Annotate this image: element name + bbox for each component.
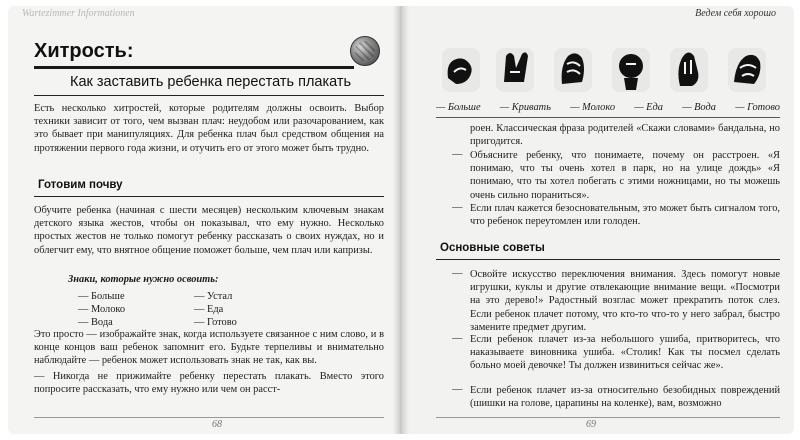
never-paragraph: — Никогда не прижимайте ребенку перестать плакать. Вместо этого попросите рассказать, что ему нужно или чем он расст- — [34, 371, 384, 396]
right-page — [400, 6, 794, 434]
hand-signs-captions — [436, 102, 780, 113]
footer-rule — [436, 417, 780, 418]
page-number-left: 68 — [212, 419, 222, 430]
sign-caption: — Готово — [735, 102, 780, 113]
subtitle-rule — [34, 95, 384, 96]
book-gutter — [393, 6, 409, 434]
signs-list-title: Знаки, которые нужно освоить: — [68, 274, 219, 285]
bump-paragraph: Если ребенок плачет из-за небольшого ушиба, притворитесь, что наказываете виновника ушиба. «Столик! Как ты посмел сделать больно моей девочке! Ты должен извиниться сейчас же». — [470, 334, 780, 372]
sign-item: — Вода — [78, 317, 113, 328]
hand-done-icon — [726, 42, 768, 98]
section-rule — [34, 196, 384, 197]
patterned-ball-icon — [350, 36, 380, 66]
hand-water-icon — [668, 42, 710, 98]
tired-paragraph: Если плач кажется безосновательным, это может быть сигналом того, что ребенок переутомлен или голоден. — [470, 203, 780, 228]
bullet-dash: — — [452, 333, 463, 344]
sign-item: — Молоко — [78, 304, 126, 315]
section-heading-tips: Основные советы — [440, 242, 545, 254]
sign-item: — Больше — [78, 291, 125, 302]
section-rule — [436, 259, 780, 260]
sign-item: — Устал — [194, 291, 233, 302]
sign-item: — Готово — [194, 317, 237, 328]
intro-paragraph: Есть несколько хитростей, которые родителям должны освоить. Выбор техники зависит от того, чем вызван плач: неудобом или разочарованием, как это бывает при манипуляциях. Для ребенка плач был средством общения на протяжении первого года жизни, и отучить его от этого может быть трудно. — [34, 103, 384, 154]
page-subtitle: Как заставить ребенка перестать плакать — [70, 74, 352, 90]
title-rule — [34, 66, 354, 69]
hand-signs-row — [436, 42, 776, 100]
page-title: Хитрость: — [34, 40, 134, 62]
right-running-head: Ведем себя хорошо — [695, 8, 776, 19]
page-number-right: 69 — [586, 419, 596, 430]
left-page — [8, 6, 400, 434]
distract-paragraph: Освойте искусство переключения внимания. Здесь помогут новые игрушки, куклы и другие отвлекающие внимание вещи. «Посмотри на это дерево!» Радостный возглас может прекратить поток слез. Если ребенок плачет потому, что кто-то что-то у него забрал, быстро замените предмет другим. — [470, 269, 780, 333]
injury-paragraph: Если ребенок плачет из-за относительно безобидных повреждений (шишки на голове, царапины на коленке), вам, возможно — [470, 385, 780, 410]
sign-item: — Еда — [194, 304, 224, 315]
hand-bed-icon — [494, 42, 536, 98]
explain-paragraph: Объясните ребенку, что понимаете, почему он расстроен. «Я понимаю, что ты очень хотел в парк, но на улице дождь» «Я понимаю, что ты хотел побегать с этими ножницами, но ты можешь очень сильно пораниться». — [470, 150, 780, 201]
sign-caption: — Молоко — [570, 102, 616, 113]
hand-eat-icon — [610, 42, 652, 98]
hand-more-icon — [440, 42, 482, 98]
sign-caption: — Кривать — [499, 102, 551, 113]
sign-caption: — Вода — [682, 102, 716, 113]
sign-caption: — Еда — [634, 102, 663, 113]
continued-paragraph: роен. Классическая фраза родителей «Скажи словами» бандальна, но пригодится. — [470, 123, 780, 148]
bullet-dash: — — [452, 149, 463, 160]
bullet-dash: — — [452, 202, 463, 213]
sign-caption: — Больше — [436, 102, 481, 113]
signs-list-col2 — [194, 290, 237, 329]
footer-rule — [34, 417, 384, 418]
bullet-dash: — — [452, 384, 463, 395]
left-running-head: Wartezimmer Informationen — [22, 8, 135, 19]
hand-milk-icon — [552, 42, 594, 98]
caption-rule — [436, 117, 780, 118]
simple-paragraph: Это просто — изображайте знак, когда используете связанное с ним слово, и в конце концов ваш ребенок запомнит его. Будьте терпеливы и внимательно наблюдайте — ребенок может использовать знак не так, как вы. — [34, 329, 384, 367]
section-heading-prep: Готовим почву — [38, 179, 123, 191]
bullet-dash: — — [452, 268, 463, 279]
signs-list-col1 — [78, 290, 125, 329]
title-block — [34, 36, 380, 70]
prep-paragraph: Обучите ребенка (начиная с шести месяцев) нескольким ключевым знакам детского языка жестов, чтобы он показывал, что ему нужно. Несколько простых жестов не только помогут ребенку рассказать о своих нуждах, но и облегчит ему, что внятное общение поможет больше, чем плач или капризы. — [34, 205, 384, 256]
